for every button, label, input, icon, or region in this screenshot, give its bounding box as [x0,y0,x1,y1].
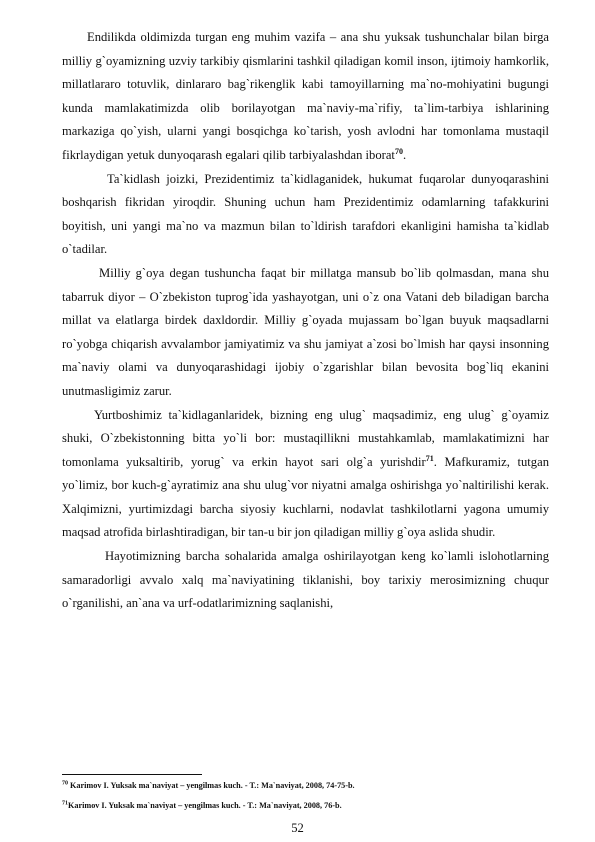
paragraph-1-text: Endilikda oldimizda turgan eng muhim vazifa – ana shu yuksak tushunchalar bilan birga milliy g`oyamizning uzviy tarkibiy qismlarini tashkil qiladigan komil inson, ijtimoiy hamkorlik, millatlararo totuvlik, dinlararo bag`rikenglik kabi tamoyillarning ma`no-mohiyatini bugungi kunda mamlakatimizda olib borilayotgan ma`naviy-ma`rifiy, ta`lim-tarbiya ishlarining markaziga qo`yish, ularni yangi bosqichga ko`tarish, yosh avlodni har tomonlama mustaqil fikrlaydigan yetuk dunyoqarash egalari qilib tarbiyalashdan iborat [62,30,549,162]
paragraph-1-end: . [402,147,407,162]
footnote-71 [62,801,549,811]
paragraph-5: Hayotimizning barcha sohalarida amalga oshirilayotgan keng ko`lamli islohotlarning samaradorligi avvalo xalq ma`naviyatining tiklanishi, boy tarixiy merosimizning chuqur o`rganilishi, an`ana va urf-odatlarimizning saqlanishi, [62,549,549,611]
footnote-text: Karimov I. Yuksak ma`naviyat – yengilmas kuch. - T.: Ma`naviyat, 2008, 76-b. [68,801,342,810]
paragraph-4-end: . Mafkuramiz, tutgan yo`limiz, bor kuch-g`ayratimiz ana shu ulug`vor niyatni amalga oshirishga yo`naltirilishi kerak. Xalqimizni, yurtimizdagi barcha siyosiy kuchlarni, nodavlat tashkilotlarni yagona umumiy maqsad atrofida birlashtiradigan, bir tan-u bir jon qiladigan milliy g`oya aslida shudir. [62,454,549,540]
paragraph-3: Milliy g`oya degan tushuncha faqat bir millatga mansub bo`lib qolmasdan, mana shu tabarruk diyor – O`zbekiston tuprog`ida yashayotgan, uni o`z ona Vatani deb biladigan barcha millat va elatlarga birdek daxldordir. Milliy g`oyada mujassam bo`lgan buyuk maqsadlarni ro`yobga chiqarish avvalambor jamiyatimiz va shu jamiyat a`zosi bo`lmish har qaysi insonning ma`naviy olami va dunyoqarashidagi ijobiy o`zgarishlar bilan bevosita bog`liq ekanini unutmasligimiz zarur. [62,265,549,398]
page-number: 52 [291,821,304,835]
footnote-number: 70 [62,780,68,787]
footnote-ref-70[interactable]: 70 [394,146,403,156]
paragraph-1 [62,26,549,168]
footnote-number: 71 [62,800,68,807]
paragraph-4-text: Yurtboshimiz ta`kidlaganlaridek, bizning eng ulug` maqsadimiz, eng ulug` g`oyamiz shuki, O`zbekistonning bitta yo`li bor: mustaqillikni mustahkamlab, mamlakatimizni har tomonlama yuksaltirib, yorug` va erkin hayot sari olg`a yurishdir [62,407,549,469]
footnote-70 [62,781,549,791]
main-text [62,26,549,616]
paragraph-4 [62,404,549,546]
footnote-separator [62,774,202,775]
paragraph-2: Ta`kidlash joizki, Prezidentimiz ta`kidlaganidek, hukumat fuqarolar dunyoqarashini boshqarish fikridan yiroqdir. Shuning uchun ham Prezidentimiz odamlarning tafakkurini boyitish, uni yangi ma`no va mazmun bilan to`ldirish tarafdori ekanligini hamisha ta`kidlab o`tadilar. [62,171,549,257]
footnote-text: Karimov I. Yuksak ma`naviyat – yengilmas kuch. - T.: Ma`naviyat, 2008, 74-75-b. [68,781,355,790]
footnote-ref-71[interactable]: 71 [425,453,434,463]
